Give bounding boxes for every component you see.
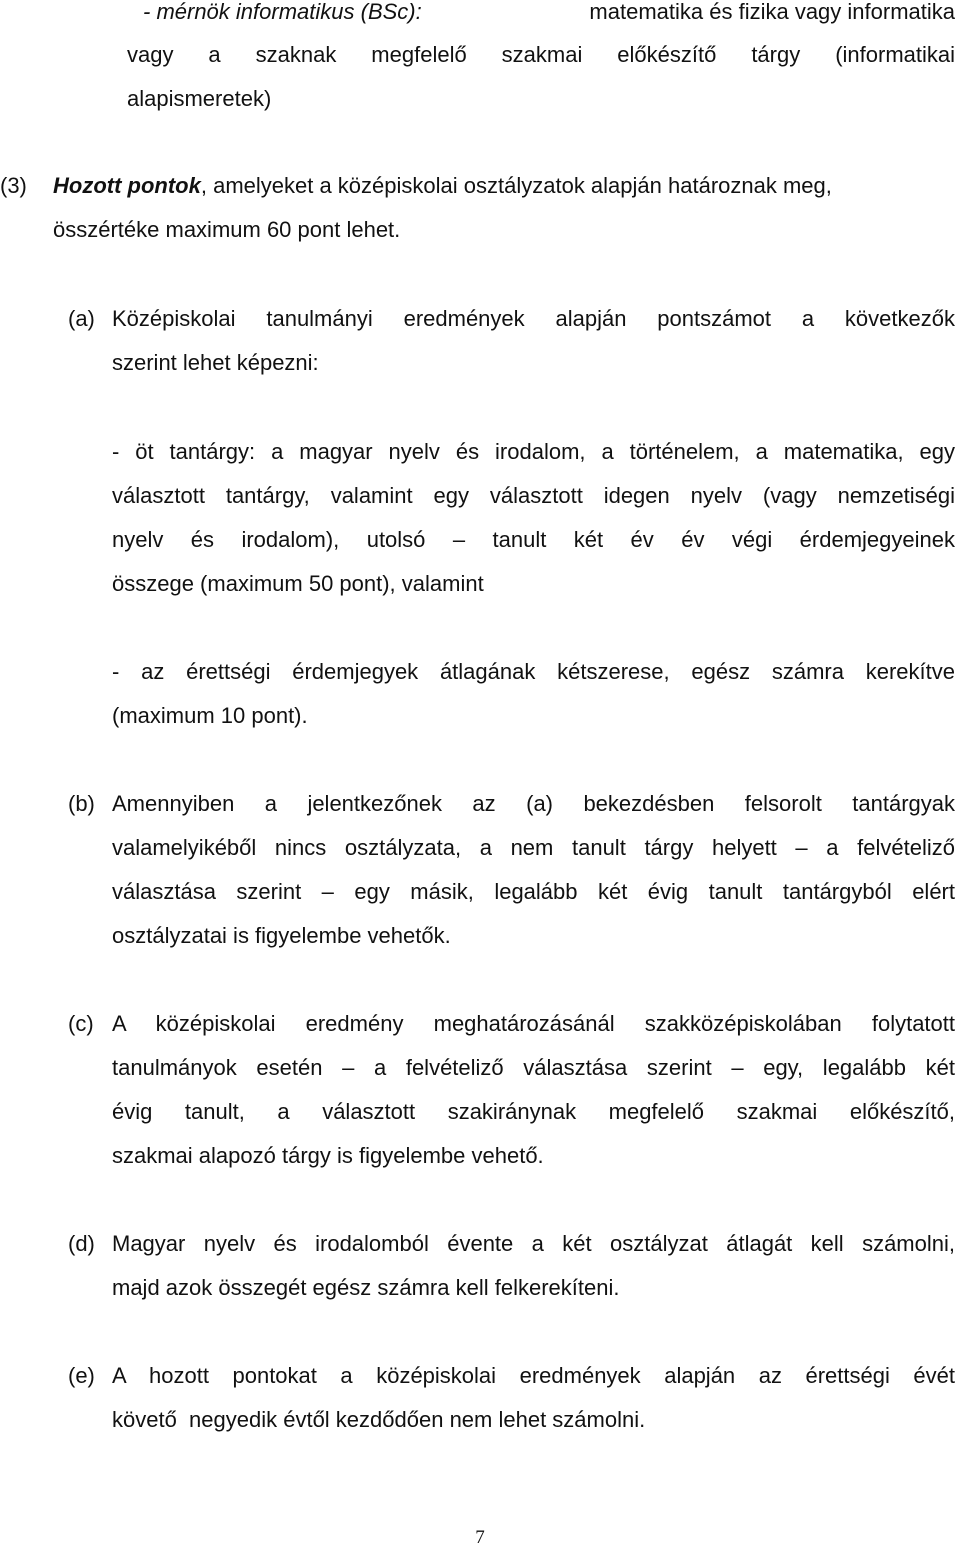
text-line: tanulmányok esetén – a felvételiző választása szerint – egy, legalább két	[112, 1055, 955, 1080]
text-line: Magyar nyelv és irodalomból évente a két osztályzat átlagát kell számolni,	[112, 1231, 955, 1256]
text-line: vagy a szaknak megfelelő szakmai előkészítő tárgy (informatikai	[127, 42, 955, 67]
text-line: - öt tantárgy: a magyar nyelv és irodalom, a történelem, a matematika, egy	[112, 439, 955, 464]
item-b-label: (b)	[68, 791, 95, 816]
section-3-second-line: összértéke maximum 60 pont lehet.	[53, 217, 401, 242]
text-line: Középiskolai tanulmányi eredmények alapján pontszámot a következők	[112, 306, 955, 331]
text-line: - az érettségi érdemjegyek átlagának kétszerese, egész számra kerekítve	[112, 659, 955, 684]
item-e-label: (e)	[68, 1363, 95, 1388]
hozott-pontok-term: Hozott pontok	[53, 173, 201, 198]
section-3-first-line	[53, 171, 955, 201]
text-line: nyelv és irodalom), utolsó – tanult két év év végi érdemjegyeinek	[112, 527, 955, 552]
text-line: évig tanult, a választott szakiránynak megfelelő szakmai előkészítő,	[112, 1099, 955, 1124]
text-line: választása szerint – egy másik, legalább két évig tanult tantárgyból elért	[112, 879, 955, 904]
text-line: szakmai alapozó tárgy is figyelembe vehető.	[112, 1143, 544, 1168]
degree-program-subjects: matematika és fizika vagy informatika	[589, 0, 955, 24]
degree-program-label: - mérnök informatikus (BSc):	[143, 0, 422, 24]
text-line: alapismeretek)	[127, 86, 272, 111]
text-line: A középiskolai eredmény meghatározásánál szakközépiskolában folytatott	[112, 1011, 955, 1036]
text-line: valamelyikéből nincs osztályzata, a nem tanult tárgy helyett – a felvételiző	[112, 835, 955, 860]
text-line: választott tantárgy, valamint egy választott idegen nyelv (vagy nemzetiségi	[112, 483, 955, 508]
text-line: (maximum 10 pont).	[112, 703, 308, 728]
section-number: (3)	[0, 173, 27, 198]
item-a-label: (a)	[68, 306, 95, 331]
text-line: osztályzatai is figyelembe vehetők.	[112, 923, 451, 948]
text-line: majd azok összegét egész számra kell felkerekíteni.	[112, 1275, 620, 1300]
page-number: 7	[475, 1527, 485, 1548]
text-line: A hozott pontokat a középiskolai eredmények alapján az érettségi évét	[112, 1363, 955, 1388]
text-line: követő negyedik évtől kezdődően nem lehet számolni.	[112, 1407, 646, 1432]
text-line: szerint lehet képezni:	[112, 350, 319, 375]
item-d-label: (d)	[68, 1231, 95, 1256]
text-line: Amennyiben a jelentkezőnek az (a) bekezdésben felsorolt tantárgyak	[112, 791, 955, 816]
text-line: összege (maximum 50 pont), valamint	[112, 571, 484, 596]
section-3-first-line-text: , amelyeket a középiskolai osztályzatok alapján határoznak meg,	[200, 173, 832, 198]
item-c-label: (c)	[68, 1011, 94, 1036]
